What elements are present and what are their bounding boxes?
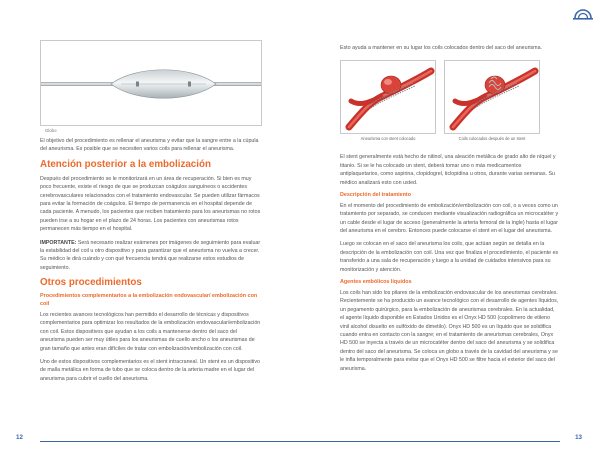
page-number-left: 12 xyxy=(16,434,23,441)
heading-complementary: Procedimientos complementarios a la embolización endovascular/ embolización con coil xyxy=(40,293,258,308)
caption-stent-placed: Aneurisma con stent colocado xyxy=(360,136,416,142)
paragraph-stent-material: El stent generalmente está hecho de nitinol, una aleación metálica de grado alto de níquel y titanio. Si se le ha colocado un stent, deberá tomar uno o más medicamentos antiplaquetarios, como aspirina, clopidogrel, ticlopidina u otros, durante varias semanas. Su médico analizará esto con usted. xyxy=(340,154,556,186)
paragraph-liquid-agents: Los coils han sido los pilares de la embolización endovascular de los aneurismas cerebrales. Recientemente se ha producido un avance tecnológico con el desarrollo de agentes líquidos, un pegamento quirúrgico, para la embolización de aneurismas cerebrales. En la actualidad, el agente líquido disponible en Estados Unidos es el Onyx HD 500 (copolímero de etileno vinil alcohol disuelto en sulfóxido de dimetilo). Onyx HD 500 es un líquido que se solidifica cuando entra en contacto con la sangre; en el tratamiento de aneurismas cerebrales, Onyx HD 500 se inyecta a través de un microcatéter dentro del saco del aneurisma y se solidifica dentro del saco del aneurisma. Se coloca un globo a través de la cavidad del aneurisma y se le infla temporalmente para evitar que el Onyx HD 500 se filtre hacia el exterior del saco del aneurisma. xyxy=(340,289,559,372)
paragraph-postcare: Después del procedimiento se le monitorizará en un área de recuperación. Si bien es muy poco frecuente, existe el riesgo de que se produzcan coágulos sanguíneos o accidentes cerebrovasculares relacionados con el tratamiento endovascular. Se pueden utilizar fármacos para evitar la formación de coágulos. El tiempo de permanencia en el hospital depende de cada paciente. A menudo, los pacientes que reciben tratamiento para los aneurismas no rotos pueden irse a su hogar en el plazo de 24 horas. Los pacientes con aneurismas rotos permanecen más tiempo en el hospital. xyxy=(40,175,261,233)
logo-icon xyxy=(572,5,594,21)
left-page-column xyxy=(40,40,262,388)
balloon-catheter-illustration xyxy=(41,41,262,126)
caption-coils-after-stent: Coils colocados después de un stent xyxy=(458,136,526,142)
important-text: Será necesario realizar exámenes por imágenes de seguimiento para evaluar la estabilidad del coil u otro dispositivo y para garantizar que el aneurisma no vuelva a crecer. Su médico le dirá cuándo y con qué frecuencia tendrá que realizarse estos estudios de seguimiento. xyxy=(40,239,261,271)
paragraph-description-2: Luego se colocan en el saco del aneurisma los coils, que actúan según se detalla en la descripción de la embolización con coil. Una vez que finaliza el procedimiento, el paciente es transferido a una sala de recuperación y luego a la unidad de cuidados intensivos para su monitorización y atención. xyxy=(340,241,559,273)
heading-liquid-agents: Agentes embólicos líquidos xyxy=(340,279,412,286)
important-label: IMPORTANTE: xyxy=(40,239,77,246)
heading-other-procedures: Otros procedimientos xyxy=(40,277,142,289)
stent-figure-right xyxy=(444,60,540,134)
coils-after-stent-illustration xyxy=(445,61,541,135)
balloon-figure-caption: Globo xyxy=(45,128,57,133)
page-number-right: 13 xyxy=(575,434,582,441)
aneurysm-stent-illustration xyxy=(341,61,437,135)
stent-figure-left xyxy=(340,60,436,134)
heading-treatment-description: Descripción del tratamiento xyxy=(340,192,411,199)
stent-figures xyxy=(340,60,560,134)
paragraph-advances: Los recientes avances tecnológicos han permitido el desarrollo de técnicas y dispositivos complementarios para optimizar los resultados de la embolización endovascular/embolización con coil. Estos dispositivos que ayudan a los coils a mantenerse dentro del saco del aneurisma pueden ser muy útiles para los aneurismas de cuello ancho o los aneurismas de gran tamaño que antes eran difíciles de tratar con embolización/embolización con coil. xyxy=(40,311,261,352)
balloon-figure xyxy=(40,40,262,126)
paragraph-stent-holds-coils: Esto ayuda a mantener en su lugar los coils colocados dentro del saco del aneurisma. xyxy=(340,45,542,51)
paragraph-description-1: En el momento del procedimiento de embolización/embolización con coil, o a veces como un tratamiento por separado, se conducen mediante visualización radiográfica un microcatéter y un cable desde el lugar de acceso (generalmente la arteria femoral de la ingle) hasta el lugar del aneurisma en el cerebro. Entonces puede colocarse el stent en el lugar del aneurisma. xyxy=(340,202,559,235)
heading-postcare: Atención posterior a la embolización xyxy=(40,158,211,170)
right-page-column xyxy=(340,44,560,378)
paragraph-important xyxy=(40,239,262,273)
stent-figure-captions xyxy=(340,136,560,141)
footer-rule xyxy=(40,441,560,442)
paragraph-stent-intro: Uno de estos dispositivos complementarios es el stent intracraneal. Un stent es un dispositivo de malla metálica en forma de tubo que se coloca dentro de la arteria madre en el lugar del aneurisma para cubrir el cuello del aneurisma. xyxy=(40,358,260,382)
paragraph-objective: El objetivo del procedimiento es rellenar el aneurisma y evitar que la sangre entre a la cúpula del aneurisma. Es posible que se necesiten varios coils para rellenar el aneurisma. xyxy=(40,138,259,153)
